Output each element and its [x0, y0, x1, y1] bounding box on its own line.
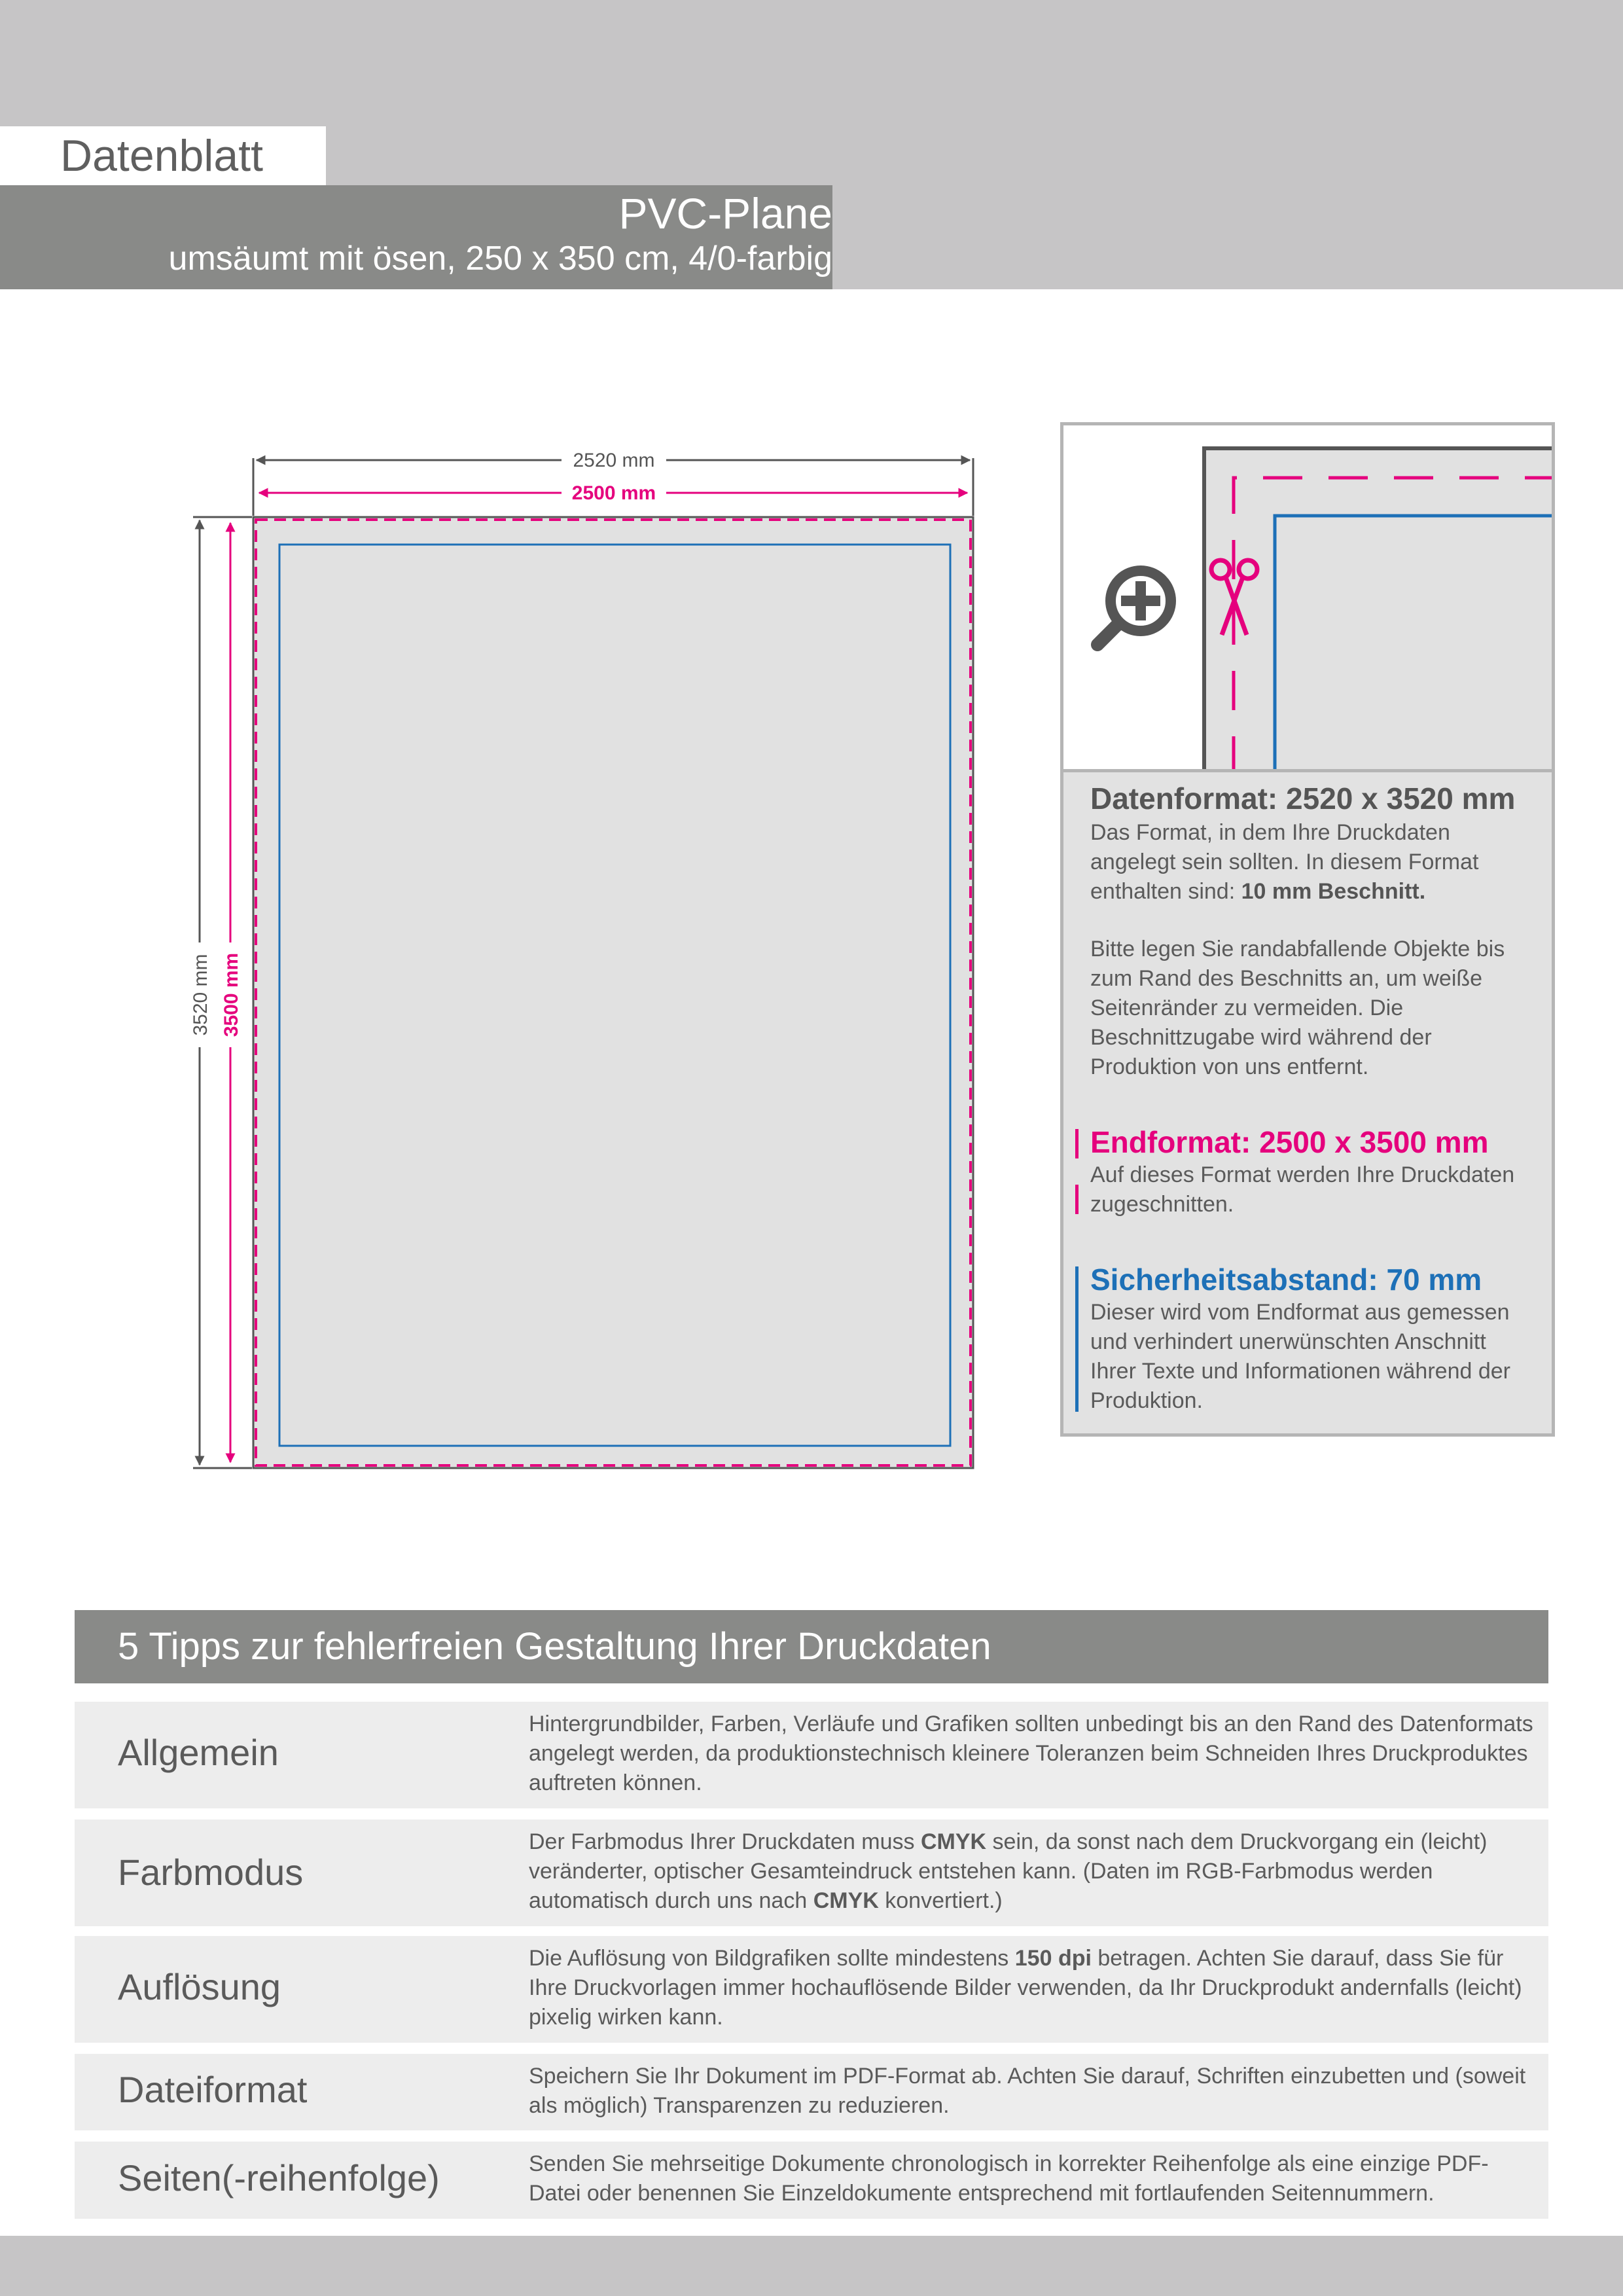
product-subtitle: umsäumt mit ösen, 250 x 350 cm, 4/0-farbig [168, 240, 832, 278]
endformat-text: Auf dieses Format werden Ihre Druckdaten zugeschnitten. [1090, 1162, 1515, 1217]
data-format-area [253, 517, 973, 1468]
height-total-label: 3520 mm [190, 954, 211, 1036]
sicherheit-marker [1075, 1266, 1079, 1412]
width-total-label: 2520 mm [573, 450, 655, 471]
document-label: Datenblatt [60, 131, 263, 181]
endformat-title: Endformat: 2500 x 3500 mm [1090, 1125, 1489, 1159]
tip-text: Senden Sie mehrseitige Dokumente chronologisch in korrekter Reihenfolge als eine einzige PDF-Datei oder benennen Sie Einzeldokumente entsprechend mit fortlaufenden Seitennummern. [529, 2151, 1489, 2206]
tip-text: Die Auflösung von Bildgrafiken sollte mindestens 150 dpi betragen. Achten Sie darauf, dass Sie für Ihre Druckvorlagen immer hochauflösende Bilder verwenden, da Ihr Druckprodukt andernfalls (leicht) pixelig wirken kann. [529, 1946, 1522, 2030]
sicherheit-text: Dieser wird vom Endformat aus gemessen und verhindert unerwünschten Anschnitt Ihrer Texte und Informationen während der Produktion. [1090, 1300, 1510, 1413]
tip-label: Seiten(-reihenfolge) [118, 2157, 440, 2198]
tip-label: Farbmodus [118, 1852, 304, 1893]
endformat-marker [1075, 1129, 1079, 1158]
width-final-label: 2500 mm [571, 482, 656, 504]
datenformat-note: Bitte legen Sie randabfallende Objekte bis zum Rand des Beschnitts an, um weiße Seitenränder zu vermeiden. Die Beschnittzugabe wird während der Produktion von uns entfernt. [1090, 937, 1505, 1079]
format-diagram [0, 0, 1047, 1505]
tip-text: Speichern Sie Ihr Dokument im PDF-Format ab. Achten Sie darauf, Schriften einzubetten und (soweit als möglich) Transparenzen zu reduzieren. [529, 2064, 1526, 2118]
sicherheit-title: Sicherheitsabstand: 70 mm [1090, 1263, 1482, 1297]
tip-text: Hintergrundbilder, Farben, Verläufe und Grafiken sollten unbedingt bis an den Rand des Datenformats angelegt werden, da produktionstechnisch kleinere Toleranzen beim Schneiden Ihres Druckproduktes auftreten können. [529, 1712, 1533, 1795]
tip-label: Allgemein [118, 1732, 279, 1773]
product-title: PVC-Plane [618, 189, 832, 238]
tip-label: Auflösung [118, 1966, 281, 2007]
endformat-marker-lower [1075, 1185, 1079, 1214]
tip-label: Dateiformat [118, 2069, 308, 2110]
zoom-in-icon [1097, 571, 1171, 645]
footer-band [0, 2236, 1623, 2296]
detail-zoom-panel [1060, 422, 1555, 785]
height-final-label: 3500 mm [221, 952, 242, 1037]
datenformat-text: Das Format, in dem Ihre Druckdaten angelegt sein sollten. In diesem Format enthalten sind: 10 mm Beschnitt. [1090, 820, 1479, 904]
datenformat-title: Datenformat: 2520 x 3520 mm [1090, 781, 1516, 816]
tips-title: 5 Tipps zur fehlerfreien Gestaltung Ihrer Druckdaten [118, 1625, 991, 1668]
tip-text: Der Farbmodus Ihrer Druckdaten muss CMYK sein, da sonst nach dem Druckvorgang ein (leicht) veränderter, optischer Gesamteindruck entstehen kann. (Daten im RGB-Farbmodus werden automatisch durch uns nach CMYK konvertiert.) [529, 1829, 1488, 1913]
